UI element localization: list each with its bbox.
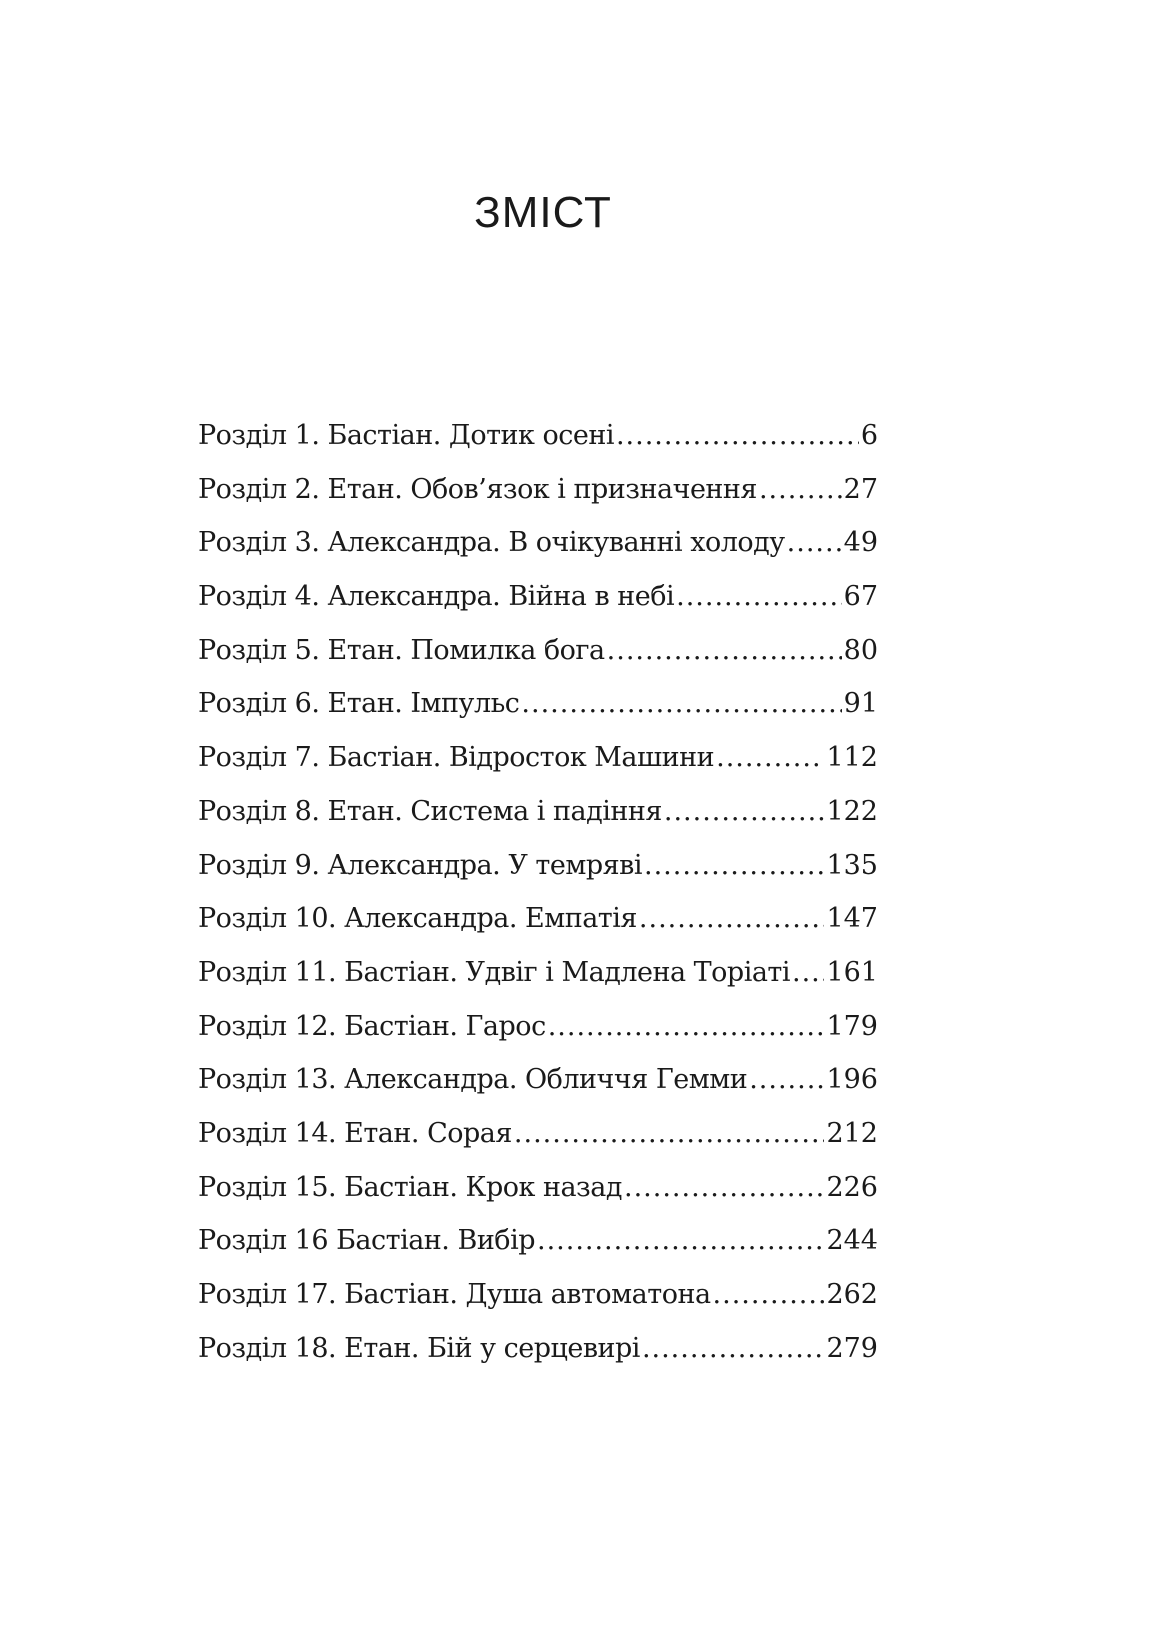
toc-entry-label: Розділ 11. Бастіан. Удвіг і Мадлена Торіаті [198, 956, 790, 988]
toc-entry-label: Розділ 14. Етан. Сорая [198, 1117, 512, 1149]
dot-leader [759, 463, 842, 517]
toc-entry-label: Розділ 10. Александра. Емпатія [198, 903, 637, 935]
dot-leader [537, 1214, 824, 1268]
toc-entry[interactable] [198, 677, 878, 731]
toc-entry-label: Розділ 17. Бастіан. Душа автоматона [198, 1279, 711, 1310]
toc-entry[interactable] [198, 1053, 878, 1107]
dot-leader [792, 946, 824, 1000]
toc-entry-page: 27 [843, 473, 878, 505]
toc-entry-label: Розділ 6. Етан. Імпульс [198, 688, 520, 720]
toc-entry-page: 279 [826, 1332, 878, 1364]
toc-entry-page: 122 [826, 795, 878, 827]
toc-entry[interactable] [198, 1000, 878, 1054]
toc-entry[interactable] [198, 1268, 878, 1322]
dot-leader [642, 1322, 825, 1376]
dot-leader [749, 1053, 824, 1107]
toc-entry-page: 135 [826, 849, 878, 881]
toc-entry-page: 226 [826, 1171, 878, 1203]
toc-entry-label: Розділ 7. Бастіан. Відросток Машини [198, 742, 715, 774]
toc-entry-label: Розділ 2. Етан. Обов’язок і призначення [198, 473, 757, 505]
toc-entry-label: Розділ 1. Бастіан. Дотик осені [198, 420, 614, 451]
toc-entry-page: 67 [843, 581, 878, 613]
dot-leader [521, 677, 841, 731]
page-title: ЗМІСТ [474, 188, 612, 237]
toc-entry[interactable] [198, 1107, 878, 1161]
dot-leader [713, 1268, 825, 1322]
toc-entry-page: 112 [826, 742, 878, 774]
dot-leader [676, 570, 842, 624]
toc-entry-page: 147 [826, 903, 878, 935]
toc-entry-page: 179 [826, 1010, 878, 1042]
toc-entry-label: Розділ 12. Бастіан. Гарос [198, 1010, 546, 1042]
toc-entry-label: Розділ 3. Александра. В очікуванні холоду [198, 527, 785, 559]
table-of-contents [198, 409, 878, 1375]
toc-entry[interactable] [198, 946, 878, 1000]
toc-entry[interactable] [198, 1214, 878, 1268]
dot-leader [787, 516, 842, 570]
toc-entry-label: Розділ 13. Александра. Обличчя Гемми [198, 1064, 748, 1096]
toc-entry-label: Розділ 16 Бастіан. Вибір [198, 1225, 535, 1257]
dot-leader [716, 731, 824, 785]
dot-leader [664, 785, 825, 839]
toc-entry[interactable] [198, 463, 878, 517]
toc-entry[interactable] [198, 1322, 878, 1376]
toc-entry-label: Розділ 4. Александра. Війна в небі [198, 581, 675, 613]
dot-leader [514, 1107, 825, 1161]
toc-entry[interactable] [198, 731, 878, 785]
toc-entry-label: Розділ 8. Етан. Система і падіння [198, 795, 662, 827]
toc-entry-page: 49 [843, 527, 878, 559]
toc-entry[interactable] [198, 785, 878, 839]
toc-entry-page: 196 [826, 1064, 878, 1096]
toc-entry[interactable] [198, 839, 878, 893]
toc-entry[interactable] [198, 1161, 878, 1215]
dot-leader [624, 1161, 824, 1215]
dot-leader [639, 892, 825, 946]
toc-entry-page: 161 [826, 956, 878, 988]
dot-leader [644, 839, 824, 893]
toc-entry-label: Розділ 5. Етан. Помилка бога [198, 634, 605, 666]
toc-entry-label: Розділ 15. Бастіан. Крок назад [198, 1171, 622, 1203]
dot-leader [616, 409, 859, 463]
toc-entry-label: Розділ 9. Александра. У темряві [198, 849, 642, 881]
toc-entry-page: 80 [843, 634, 878, 666]
toc-entry[interactable] [198, 892, 878, 946]
toc-entry-label: Розділ 18. Етан. Бій у серцевирі [198, 1332, 640, 1364]
toc-entry-page: 91 [843, 688, 878, 720]
dot-leader [607, 624, 842, 678]
dot-leader [548, 1000, 825, 1054]
toc-entry-page: 6 [860, 420, 878, 451]
toc-entry-page: 212 [826, 1117, 878, 1149]
toc-entry-page: 262 [826, 1279, 878, 1310]
toc-entry[interactable] [198, 516, 878, 570]
toc-entry[interactable] [198, 624, 878, 678]
toc-entry-page: 244 [826, 1225, 878, 1257]
toc-entry[interactable] [198, 570, 878, 624]
toc-entry[interactable] [198, 409, 878, 463]
